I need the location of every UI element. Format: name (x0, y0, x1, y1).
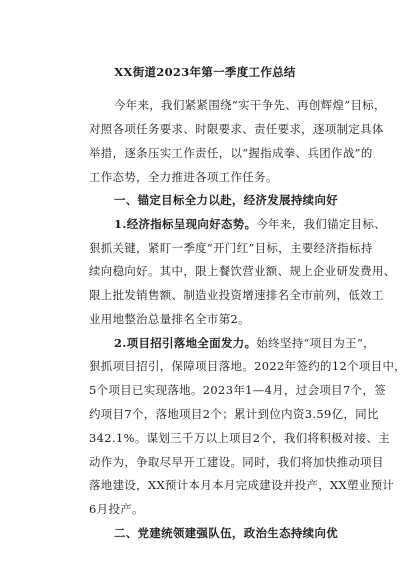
paragraph-line: 342.1%。谋划三千万以上项目2个，我们将积极对接、主 (89, 431, 391, 445)
subheading: 1.经济指标呈现向好态势。 (114, 217, 257, 231)
paragraph-line: 举措，逐条压实工作责任，以“握指成拳、兵团作战”的 (89, 146, 373, 160)
paragraph-line: 业用地整治总量排名全市第2。 (89, 312, 250, 326)
paragraph-text: 始终坚持“项目为王”， (256, 336, 375, 350)
paragraph-line: 续向稳向好。其中，限上餐饮营业额、规上企业研发费用、 (89, 264, 396, 278)
paragraph-text: 今年来，我们锚定目标、 (256, 217, 387, 231)
paragraph-line: 落地建设，XX预计本月本月完成建设并投产，XX塑业预计 (89, 478, 395, 492)
paragraph-line: 6月投产。 (89, 502, 144, 516)
paragraph-line (114, 216, 386, 232)
paragraph-line: 约项目7个，落地项目2个；累计到位内资3.59亿，同比 (89, 407, 379, 421)
subheading: 2.项目招引落地全面发力。 (114, 336, 257, 350)
section-heading: 二、党建统领建强队伍，政治生态持续向优 (114, 526, 339, 540)
paragraph-line: 动作为，争取尽早开工建设。同时，我们将加快推动项目 (89, 455, 384, 469)
section-heading: 一、锚定目标全力以赴，经济发展持续向好 (114, 193, 339, 207)
paragraph-line: 5个项目已实现落地。2023年1—4月，过会项目7个，签 (89, 383, 386, 397)
paragraph-line: 狠抓项目招引，保障项目落地。2022年签约的12个项目中， (89, 359, 407, 373)
paragraph-line: 限上批发销售额、制造业投资增速排名全市前列，低效工 (89, 288, 384, 302)
paragraph-line: 狠抓关键，紧盯一季度“开门红”目标，主要经济指标持 (89, 241, 373, 255)
document-title: XX街道2023年第一季度工作总结 (114, 65, 296, 79)
paragraph-line (114, 335, 375, 351)
paragraph-line: 工作态势，全力推进各项工作任务。 (89, 170, 278, 184)
paragraph-line: 今年来，我们紧紧围绕“实干争先、再创辉煌”目标， (114, 98, 386, 112)
paragraph-line: 对照各项任务要求、时限要求、责任要求，逐项制定具体 (89, 122, 384, 136)
